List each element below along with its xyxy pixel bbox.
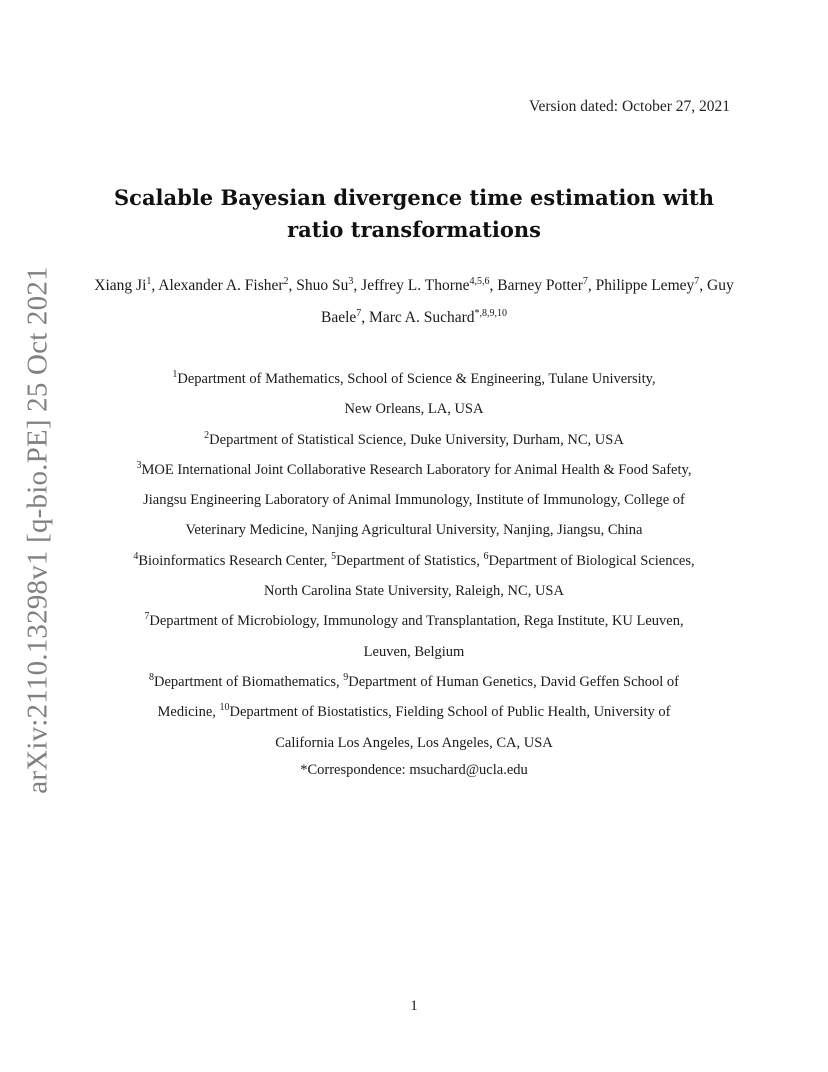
author — [369, 309, 507, 326]
affiliation-line — [92, 546, 736, 576]
affiliation-text: Bioinformatics Research Center, — [138, 552, 332, 569]
affiliation-text: New Orleans, LA, USA — [344, 401, 484, 418]
affiliation-text: Department of Statistical Science, Duke University, Durham, NC, USA — [209, 431, 624, 448]
paper-title — [100, 182, 728, 246]
affiliation-marker: 2 — [204, 429, 210, 441]
affiliation-text: Department of Human Genetics, David Geffen School of — [348, 673, 679, 690]
arxiv-identifier-stamp: arXiv:2110.13298v1 [q-bio.PE] 25 Oct 2021 — [21, 266, 54, 794]
author-separator: , — [699, 277, 707, 294]
author-name: Barney Potter — [497, 277, 583, 294]
affiliation-marker: 6 — [483, 550, 489, 562]
author-separator: , — [361, 309, 370, 326]
affiliation-line — [92, 425, 736, 455]
author-separator: , — [151, 277, 159, 294]
author-affiliation-marker: 2 — [283, 275, 289, 287]
affiliation-line — [92, 728, 736, 758]
author-name: Jeffrey L. Thorne — [361, 277, 470, 294]
affiliation-line — [92, 667, 736, 697]
author-name: Xiang Ji — [94, 277, 147, 294]
author-name: Shuo Su — [296, 277, 349, 294]
affiliation-line — [92, 697, 736, 727]
title-line-1: Scalable Bayesian divergence time estimation with — [114, 185, 714, 210]
affiliation-text: North Carolina State University, Raleigh, NC, USA — [264, 583, 564, 600]
affiliation-text: Medicine, — [157, 704, 220, 721]
affiliation-marker: 10 — [219, 702, 230, 714]
affiliation-text: Leuven, Belgium — [363, 643, 465, 660]
affiliation-line — [92, 394, 736, 424]
affiliation-marker: 9 — [343, 672, 349, 684]
affiliation-marker: 3 — [136, 460, 142, 472]
affiliation-text: Department of Biological Sciences, — [488, 552, 695, 569]
author-separator: , — [353, 277, 362, 294]
author-affiliation-marker: 4,5,6 — [469, 275, 490, 287]
author-separator: , — [489, 277, 498, 294]
affiliation-marker: 4 — [133, 550, 139, 562]
affiliation-line — [92, 364, 736, 394]
affiliation-text: Department of Biomathematics, — [154, 673, 344, 690]
author-name: Alexander A. Fisher — [158, 277, 284, 294]
author-affiliation-marker: 7 — [582, 275, 588, 287]
affiliation-text: MOE International Joint Collaborative Research Laboratory for Animal Health & Food Safety, — [141, 461, 692, 478]
author-name: Guy Baele — [320, 277, 734, 326]
author — [361, 277, 497, 294]
version-date: Version dated: October 27, 2021 — [528, 98, 730, 115]
author-separator: , — [288, 277, 297, 294]
author — [296, 277, 361, 294]
author — [158, 277, 296, 294]
correspondence-line: *Correspondence: msuchard@ucla.edu — [300, 762, 528, 778]
affiliation-marker: 8 — [149, 672, 154, 684]
title-line-2: ratio transformations — [287, 217, 541, 242]
author-separator: , — [587, 277, 596, 294]
author — [94, 277, 158, 294]
affiliation-text: California Los Angeles, Los Angeles, CA, USA — [275, 734, 553, 751]
affiliation-line — [92, 637, 736, 667]
author-affiliation-marker: 7 — [694, 275, 700, 287]
author-affiliation-marker: 3 — [348, 275, 354, 287]
affiliation-text: Department of Biostatistics, Fielding School of Public Health, University of — [229, 704, 671, 721]
affiliation-marker: 1 — [172, 369, 178, 381]
author — [596, 277, 707, 294]
affiliation-text: Veterinary Medicine, Nanjing Agricultural University, Nanjing, Jiangsu, China — [185, 522, 643, 539]
affiliation-text: Jiangsu Engineering Laboratory of Animal Immunology, Institute of Immunology, College of — [143, 492, 685, 509]
author-affiliation-marker: 7 — [356, 307, 362, 319]
affiliation-line — [92, 576, 736, 606]
affiliation-marker: 7 — [144, 611, 150, 623]
affiliation-line — [92, 485, 736, 515]
author-affiliation-marker: *,8,9,10 — [474, 307, 507, 319]
affiliation-marker: 5 — [331, 550, 337, 562]
affiliation-line — [92, 455, 736, 485]
affiliation-text: Department of Microbiology, Immunology and Transplantation, Rega Institute, KU Leuven, — [149, 613, 684, 630]
author-list — [92, 270, 736, 334]
author-name: Marc A. Suchard — [369, 309, 475, 326]
affiliation-text: Department of Mathematics, School of Science & Engineering, Tulane University, — [177, 371, 656, 387]
page-number: 1 — [410, 998, 418, 1014]
author — [497, 277, 595, 294]
author-affiliation-marker: 1 — [146, 275, 152, 287]
author-name: Philippe Lemey — [595, 277, 695, 294]
affiliation-text: Department of Statistics, — [336, 552, 484, 569]
affiliation-line — [92, 515, 736, 545]
affiliation-list — [92, 364, 736, 758]
affiliation-line — [92, 606, 736, 636]
